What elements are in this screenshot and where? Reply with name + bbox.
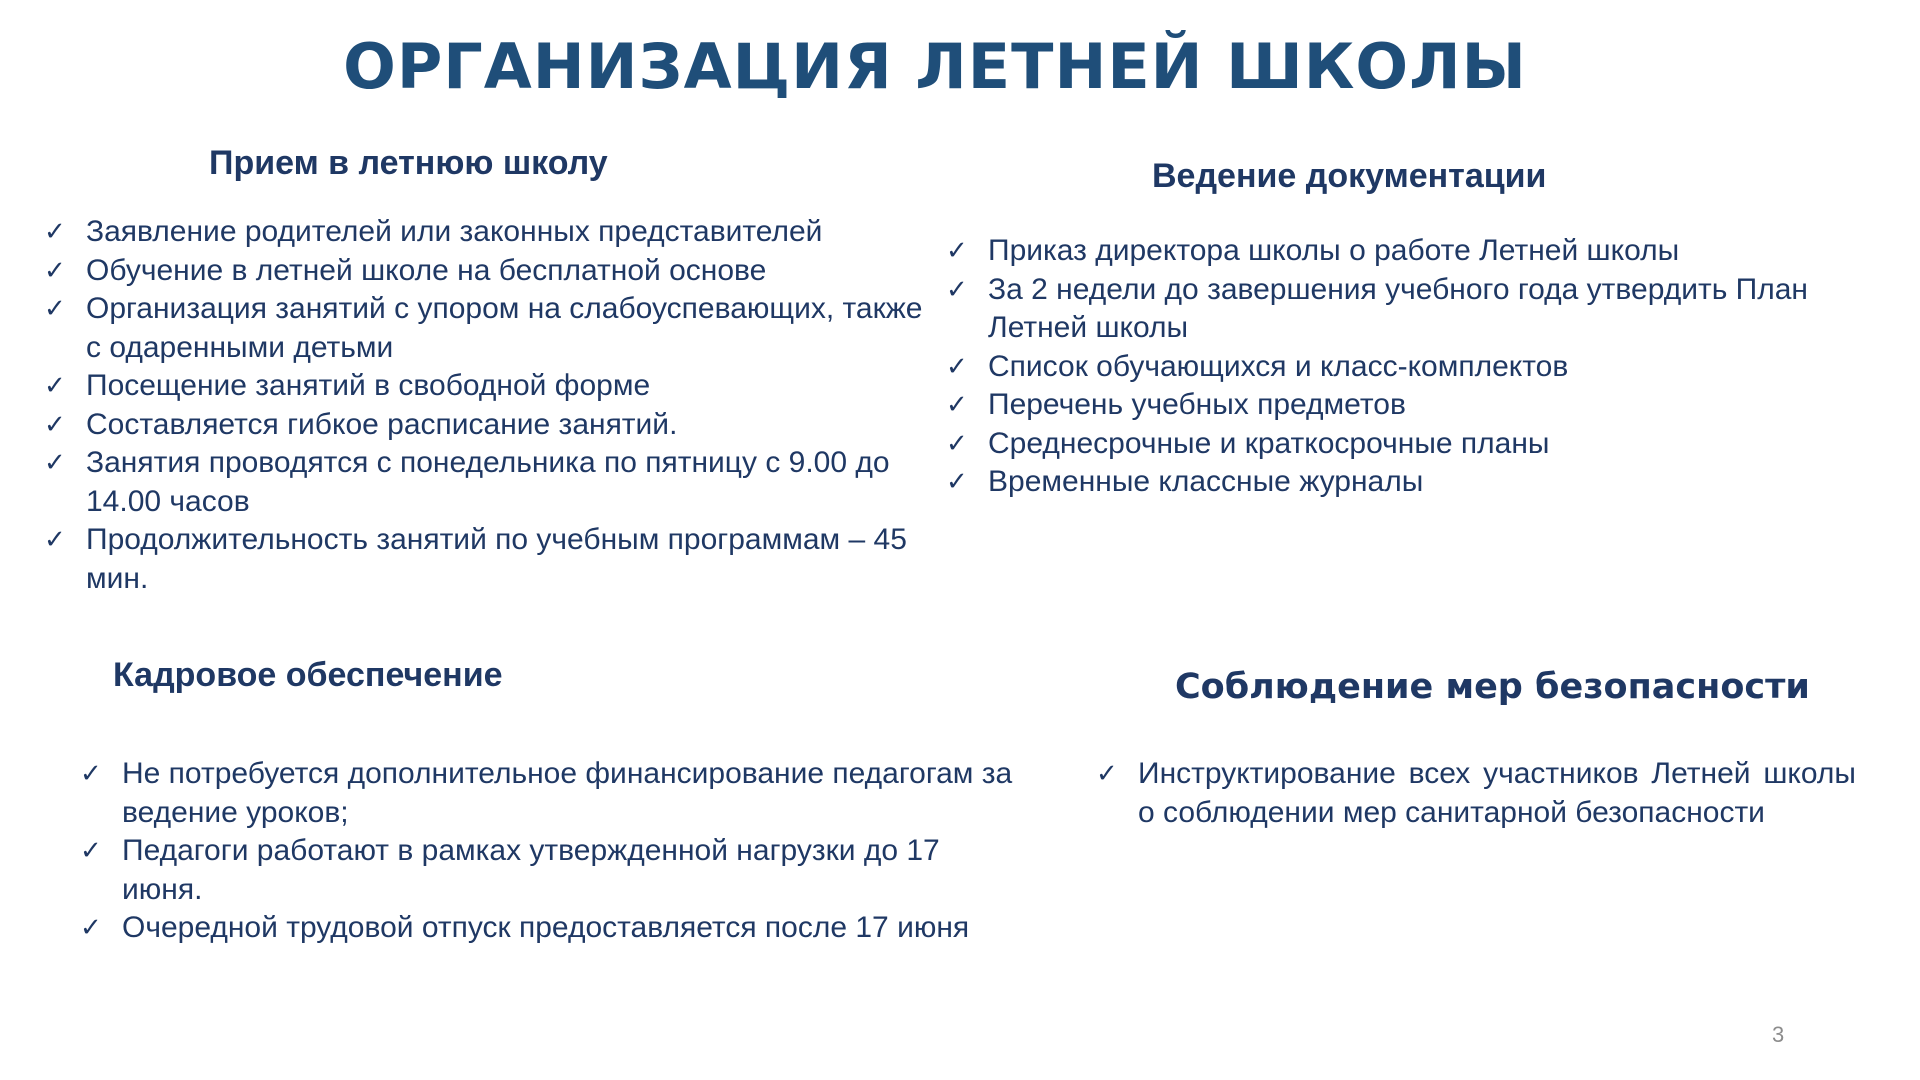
list-item [80,832,1020,909]
heading-admission: Прием в летнюю школу [209,144,608,182]
checkmark-icon: ✓ [946,351,968,382]
list-item [80,909,1020,948]
list-item [44,213,924,252]
list-item-text: Инструктирование всех участников Летней школы о соблюдении мер санитарной безопасности [1138,757,1856,829]
list-item [946,232,1876,271]
list-staffing [80,755,1020,948]
list-item [44,367,924,406]
list-item-text: Заявление родителей или законных представителей [86,215,823,248]
list-item-text: Очередной трудовой отпуск предоставляется после 17 июня [122,911,970,944]
list-item-text: Временные классные журналы [988,465,1424,498]
list-item [946,348,1876,387]
list-admission [44,213,924,598]
checkmark-icon: ✓ [946,428,968,459]
checkmark-icon: ✓ [946,467,968,497]
list-item-text: Среднесрочные и краткосрочные планы [988,426,1550,460]
checkmark-icon: ✓ [1096,759,1118,789]
list-item [44,406,924,445]
checkmark-icon: ✓ [946,390,968,420]
list-item-text: Список обучающихся и класс-комплектов [988,349,1569,383]
list-item-text: Продолжительность занятий по учебным программам – 45 мин. [86,523,907,595]
list-item [44,252,924,291]
list-item-text: Приказ директора школы о работе Летней школы [988,234,1680,267]
checkmark-icon: ✓ [44,409,66,440]
slide-title: ОРГАНИЗАЦИЯ ЛЕТНЕЙ ШКОЛЫ [343,30,1527,103]
list-item-text: За 2 недели до завершения учебного года утвердить План Летней школы [988,272,1808,344]
checkmark-icon: ✓ [44,371,66,401]
list-item-text: Занятия проводятся с понедельника по пятницу с 9.00 до 14.00 часов [86,446,890,518]
checkmark-icon: ✓ [44,217,66,247]
list-item [946,386,1876,425]
page-number: 3 [1772,1022,1785,1047]
checkmark-icon: ✓ [44,448,66,478]
list-item [946,425,1876,464]
heading-safety: Соблюдение мер безопасности [1175,667,1810,707]
list-item [946,463,1876,502]
list-item-text: Посещение занятий в свободной форме [86,369,651,402]
list-item [946,271,1876,348]
checkmark-icon: ✓ [80,913,102,943]
checkmark-icon: ✓ [44,255,66,286]
list-item-text: Составляется гибкое расписание занятий. [86,407,678,441]
checkmark-icon: ✓ [80,759,102,789]
heading-documentation: Ведение документации [1152,157,1547,195]
checkmark-icon: ✓ [946,274,968,305]
checkmark-icon: ✓ [946,236,968,266]
list-item-text: Обучение в летней школе на бесплатной основе [86,253,767,287]
list-safety [1096,755,1856,832]
list-item [1096,755,1856,832]
checkmark-icon: ✓ [44,294,66,324]
list-item [44,521,924,598]
list-item [44,290,924,367]
heading-staffing: Кадровое обеспечение [113,656,503,694]
list-item [44,444,924,521]
list-documentation [946,232,1876,502]
checkmark-icon: ✓ [44,525,66,555]
checkmark-icon: ✓ [80,836,102,866]
list-item-text: Педагоги работают в рамках утвержденной нагрузки до 17 июня. [122,834,940,906]
list-item [80,755,1020,832]
list-item-text: Не потребуется дополнительное финансирование педагогам за ведение уроков; [122,757,1013,829]
list-item-text: Перечень учебных предметов [988,388,1406,421]
list-item-text: Организация занятий с упором на слабоуспевающих, также с одаренными детьми [86,292,923,364]
